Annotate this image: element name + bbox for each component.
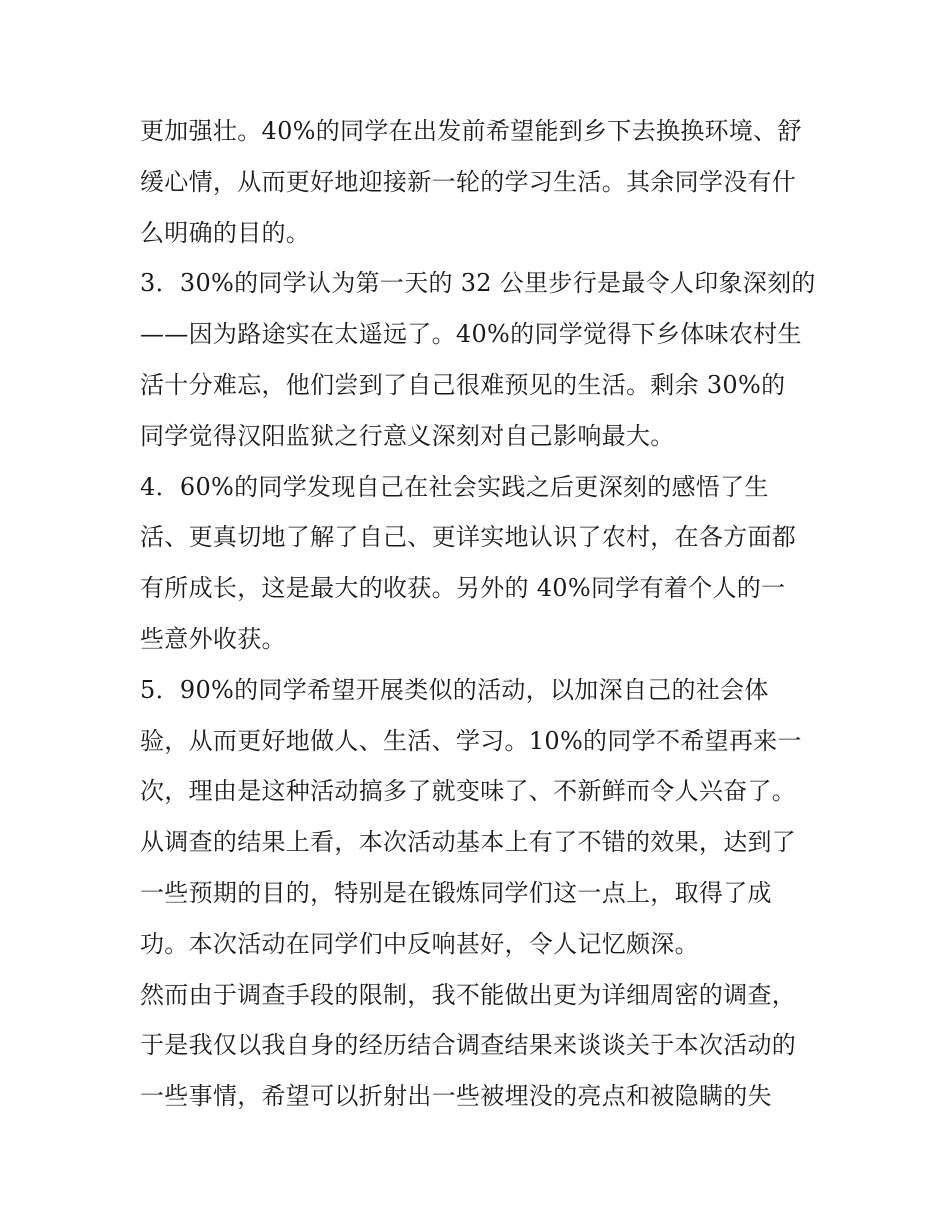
text-line: 更加强壮。40%的同学在出发前希望能到乡下去换换环境、舒 bbox=[140, 117, 802, 145]
text-line: 活十分难忘，他们尝到了自己很难预见的生活。剩余 30%的 bbox=[140, 370, 786, 399]
text-line: 从调查的结果上看，本次活动基本上有了不错的效果，达到了 bbox=[140, 828, 797, 857]
text-line: 4．60%的同学发现自己在社会实践之后更深刻的感悟了生 bbox=[140, 472, 769, 501]
text-line: 同学觉得汉阳监狱之行意义深刻对自己影响最大。 bbox=[140, 421, 675, 450]
text-line: 5．90%的同学希望开展类似的活动，以加深自己的社会体 bbox=[140, 675, 769, 704]
text-line: ——因为路途实在太遥远了。40%的同学觉得下乡体味农村生 bbox=[140, 320, 802, 349]
text-line: 活、更真切地了解了自己、更详实地认识了农村，在各方面都 bbox=[140, 523, 797, 552]
text-line: 验，从而更好地做人、生活、学习。10%的同学不希望再来一 bbox=[140, 726, 802, 755]
text-line: 有所成长，这是最大的收获。另外的 40%同学有着个人的一 bbox=[140, 574, 786, 603]
text-line: 功。本次活动在同学们中反响甚好，令人记忆颇深。 bbox=[140, 929, 699, 958]
document-body bbox=[140, 106, 820, 1122]
text-line: 些意外收获。 bbox=[140, 624, 286, 653]
text-line: 次，理由是这种活动搞多了就变味了、不新鲜而令人兴奋了。 bbox=[140, 777, 797, 806]
text-line: 一些事情，希望可以折射出一些被埋没的亮点和被隐瞒的失 bbox=[140, 1082, 772, 1111]
text-line: 于是我仅以我自身的经历结合调查结果来谈谈关于本次活动的 bbox=[140, 1031, 797, 1060]
text-line: 缓心情，从而更好地迎接新一轮的学习生活。其余同学没有什 bbox=[140, 167, 797, 196]
text-line: 3．30%的同学认为第一天的 32 公里步行是最令人印象深刻的 bbox=[140, 269, 816, 298]
text-line: 然而由于调查手段的限制，我不能做出更为详细周密的调查， bbox=[140, 980, 797, 1009]
text-line: 一些预期的目的，特别是在锻炼同学们这一点上，取得了成 bbox=[140, 878, 772, 907]
text-line: 么明确的目的。 bbox=[140, 218, 311, 247]
